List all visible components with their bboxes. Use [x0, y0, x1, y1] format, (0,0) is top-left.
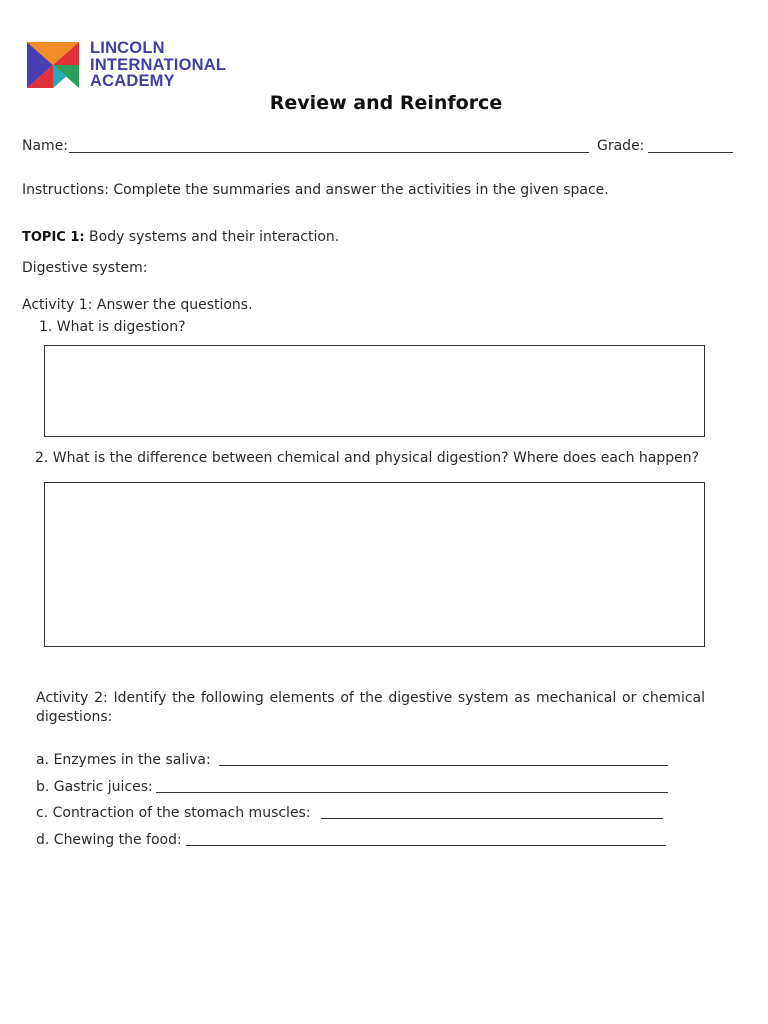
- activity2-item-c-field[interactable]: [321, 818, 663, 819]
- topic-label: TOPIC 1:: [22, 230, 85, 245]
- activity2-item-b-label: b. Gastric juices:: [36, 779, 153, 795]
- page-title: Review and Reinforce: [269, 92, 503, 114]
- logo-line-2: INTERNATIONAL: [90, 55, 227, 74]
- activity2-item-a-label: a. Enzymes in the saliva:: [36, 752, 211, 768]
- question-1: 1. What is digestion?: [39, 319, 186, 335]
- question-2: 2. What is the difference between chemical and physical digestion? Where does each happen?: [35, 450, 700, 466]
- answer-box-1[interactable]: [44, 345, 705, 437]
- activity2-item-c-label: c. Contraction of the stomach muscles:: [36, 805, 311, 821]
- academy-logo-text: [90, 40, 226, 90]
- activity2-item-a-field[interactable]: [219, 765, 668, 766]
- academy-logo-icon: [27, 42, 79, 88]
- topic-text: Body systems and their interaction.: [84, 229, 340, 245]
- activity2-item-b-field[interactable]: [156, 792, 668, 793]
- grade-field[interactable]: [648, 152, 733, 153]
- section-heading: Digestive system:: [22, 260, 148, 276]
- name-field[interactable]: [69, 152, 589, 153]
- activity2-item-d-field[interactable]: [186, 845, 666, 846]
- name-label: Name:: [22, 138, 69, 154]
- logo-line-3: ACADEMY: [90, 72, 175, 90]
- grade-label: Grade:: [597, 138, 645, 154]
- answer-box-2[interactable]: [44, 482, 705, 647]
- activity2-item-d-label: d. Chewing the food:: [36, 832, 182, 848]
- logo-line-1: LINCOLN: [90, 39, 165, 57]
- activity2-instructions: Activity 2: Identify the following elements of the digestive system as mechanical or chemical digestions:: [36, 690, 705, 725]
- activity1-title: Activity 1: Answer the questions.: [22, 297, 253, 313]
- instructions-text: Instructions: Complete the summaries and answer the activities in the given space.: [22, 182, 609, 198]
- topic-heading: [22, 228, 339, 247]
